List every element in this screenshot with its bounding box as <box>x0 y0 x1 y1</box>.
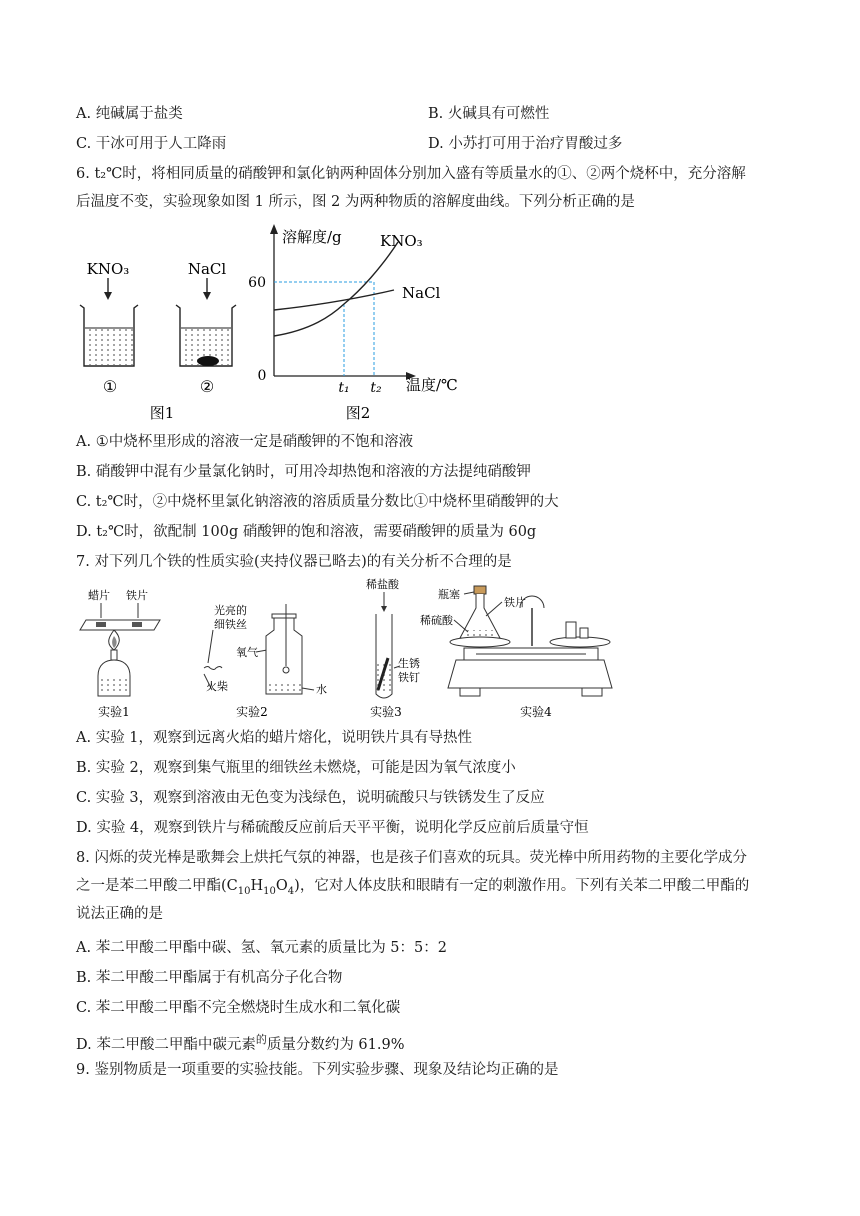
experiment-1 <box>80 588 160 719</box>
exp3-caption: 实验3 <box>370 705 402 719</box>
q8-stem-line2: 之一是苯二甲酸二甲酯$(C_{10}H_{10}O_4)$，它对人体皮肤和眼睛有一定的刺激作用。下列有关苯二甲酸二甲酯的 <box>76 878 750 897</box>
nacl-curve-label: NaCl <box>402 284 441 302</box>
q6-option-b: B. 硝酸钾中混有少量氯化钠时，可用冷却热饱和溶液的方法提纯硝酸钾 <box>76 464 531 480</box>
experiment-4 <box>420 586 612 719</box>
exp4-acid-label: 稀硫酸 <box>420 614 453 627</box>
experiment-2 <box>204 603 327 719</box>
q5-option-b: B. 火碱具有可燃性 <box>428 106 550 122</box>
q5-option-a: A. 纯碱属于盐类 <box>76 106 183 122</box>
t2-tick: t₂ <box>370 380 382 396</box>
figure-1-caption: 图1 <box>149 404 175 422</box>
nacl-curve <box>274 290 394 310</box>
q7-option-c: C. 实验 3，观察到溶液由无色变为浅绿色，说明硫酸只与铁锈发生了反应 <box>76 790 545 806</box>
q6-stem-line1: 6. t₂℃时，将相同质量的硝酸钾和氯化钠两种固体分别加入盛有等质量水的①、②两个烧杯中，充分溶解 <box>76 166 746 182</box>
q6-stem-line2: 后温度不变，实验现象如图 1 所示，图 2 为两种物质的溶解度曲线。下列分析正确的是 <box>76 194 635 210</box>
exp2-match-label: 火柴 <box>206 680 228 693</box>
q6-option-a: A. ①中烧杯里形成的溶液一定是硝酸钾的不饱和溶液 <box>76 434 414 450</box>
q7-figures <box>76 578 616 723</box>
q8-stem-line3: 说法正确的是 <box>76 906 163 922</box>
q6-figures <box>76 218 476 426</box>
beaker-1-number: ① <box>102 377 118 396</box>
exp4-caption: 实验4 <box>520 705 552 719</box>
solubility-chart <box>248 224 458 422</box>
exp2-wire-label-2: 细铁丝 <box>214 618 247 631</box>
y-tick-60: 60 <box>248 275 266 291</box>
q6-option-d: D. t₂℃时，欲配制 100g 硝酸钾的饱和溶液，需要硝酸钾的质量为 60g <box>76 524 537 540</box>
exp3-acid-label: 稀盐酸 <box>366 578 399 591</box>
q8-option-a: A. 苯二甲酸二甲酯中碳、氢、氧元素的质量比为 5：5：2 <box>76 940 447 956</box>
beaker-2-number: ② <box>199 377 215 396</box>
undissolved-solid <box>197 356 219 366</box>
exp4-iron-label: 铁片 <box>504 596 526 609</box>
q8-option-b: B. 苯二甲酸二甲酯属于有机高分子化合物 <box>76 970 343 986</box>
q7-stem: 7. 对下列几个铁的性质实验(夹持仪器已略去)的有关分析不合理的是 <box>76 554 512 570</box>
q7-option-b: B. 实验 2，观察到集气瓶里的细铁丝未燃烧，可能是因为氧气浓度小 <box>76 760 516 776</box>
t1-tick: t₁ <box>338 380 350 396</box>
exp2-caption: 实验2 <box>236 705 268 719</box>
q7-option-a: A. 实验 1，观察到远离火焰的蜡片熔化，说明铁片具有导热性 <box>76 730 473 746</box>
exp1-wax-label: 蜡片 <box>88 589 110 602</box>
kno3-curve-label: KNO₃ <box>380 232 423 250</box>
exp4-stopper-label: 瓶塞 <box>438 588 460 601</box>
figure-2-caption: 图2 <box>345 404 371 422</box>
exp3-nail-label-2: 铁钉 <box>398 671 420 684</box>
exp2-wire-label-1: 光亮的 <box>214 604 247 617</box>
q5-option-c: C. 干冰可用于人工降雨 <box>76 136 227 152</box>
q9-stem: 9. 鉴别物质是一项重要的实验技能。下列实验步骤、现象及结论均正确的是 <box>76 1062 559 1078</box>
q5-option-d: D. 小苏打可用于治疗胃酸过多 <box>428 136 623 152</box>
beaker-2 <box>176 260 236 396</box>
q7-option-d: D. 实验 4，观察到铁片与稀硫酸反应前后天平平衡，说明化学反应前后质量守恒 <box>76 820 589 836</box>
exp2-oxygen-label: 氧气 <box>236 646 258 659</box>
y-axis-label: 溶解度/g <box>282 228 342 246</box>
q8-option-c: C. 苯二甲酸二甲酯不完全燃烧时生成水和二氧化碳 <box>76 1000 401 1016</box>
exp3-nail-label-1: 生锈 <box>398 657 420 670</box>
x-axis-label: 温度/℃ <box>406 376 458 394</box>
beaker-1 <box>80 260 138 396</box>
origin-label: 0 <box>257 368 267 384</box>
q8-option-d: D. 苯二甲酸二甲酯中碳元素$^的$质量分数约为 61.9% <box>76 1033 405 1053</box>
q6-option-c: C. t₂℃时，②中烧杯里氯化钠溶液的溶质质量分数比①中烧杯里硝酸钾的大 <box>76 494 559 510</box>
exp2-water-label: 水 <box>316 683 327 696</box>
exp1-caption: 实验1 <box>98 705 130 719</box>
experiment-3 <box>366 578 420 719</box>
beaker-1-label: KNO₃ <box>86 260 130 278</box>
beaker-2-label: NaCl <box>187 260 227 278</box>
exp1-iron-label: 铁片 <box>126 589 148 602</box>
q8-stem-line1: 8. 闪烁的荧光棒是歌舞会上烘托气氛的神器，也是孩子们喜欢的玩具。荧光棒中所用药物的主要化学成分 <box>76 850 747 866</box>
kno3-curve <box>274 242 398 336</box>
